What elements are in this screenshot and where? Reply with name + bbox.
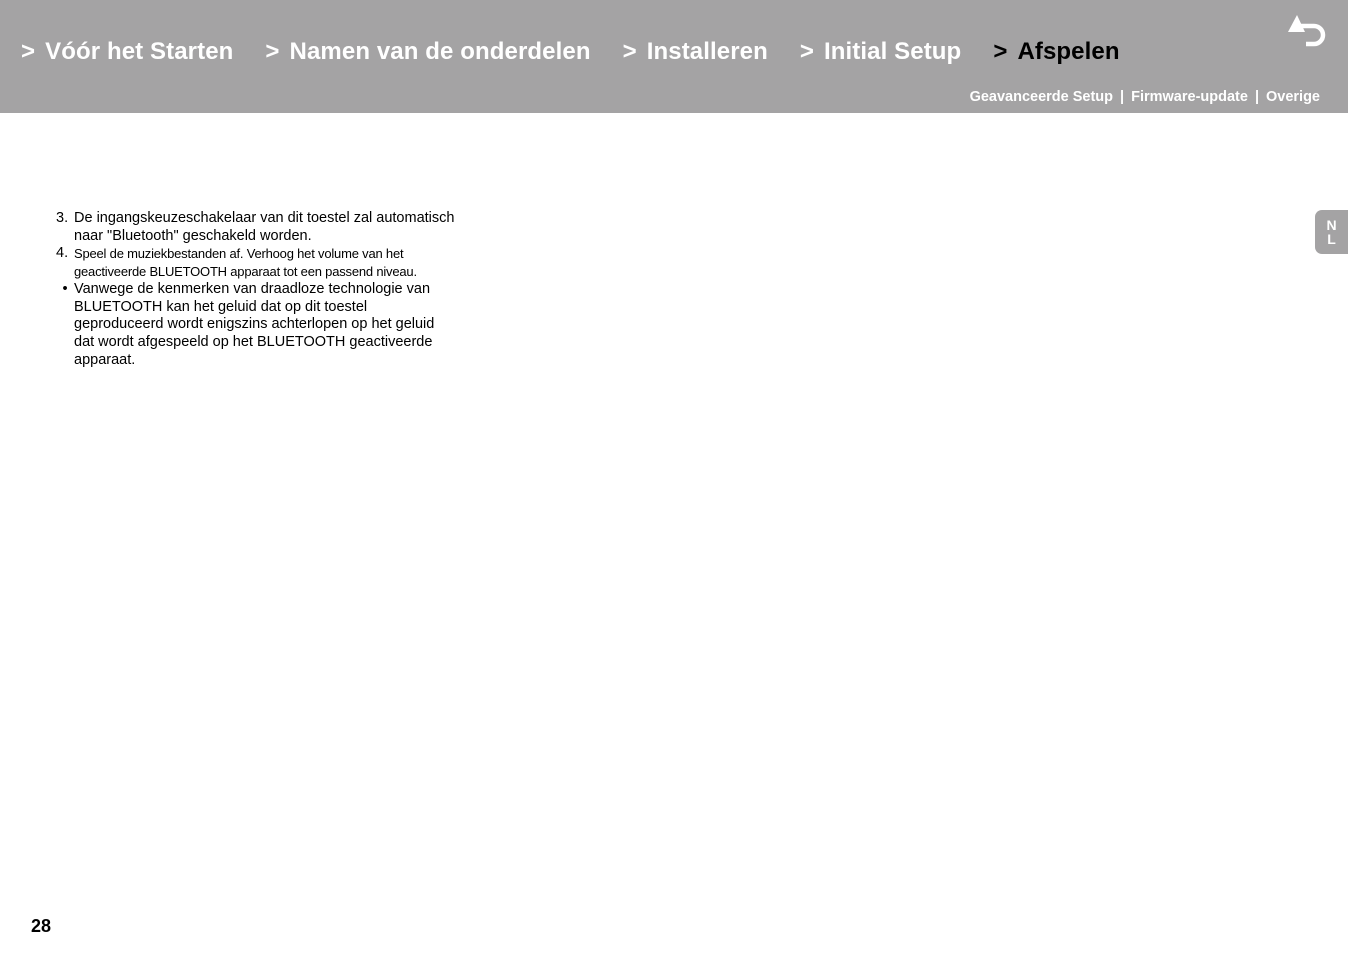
subnav-separator: | <box>1120 89 1125 105</box>
step-text: Speel de muziekbestanden af. Verhoog het volume van het geactiveerde BLUETOOTH apparaat tot een passend niveau. <box>74 246 417 280</box>
nav-item-label: Installeren <box>646 38 768 65</box>
nav-item-initial-setup[interactable] <box>800 38 961 66</box>
language-tab-letter-1: N <box>1326 217 1337 233</box>
back-button[interactable] <box>1285 12 1331 52</box>
page-number: 28 <box>31 916 52 936</box>
nav-item-voor-het-starten[interactable] <box>21 38 233 66</box>
nav-item-namen-van-de-onderdelen[interactable] <box>265 38 590 66</box>
return-arrow-icon <box>1285 12 1331 52</box>
list-item <box>56 245 456 280</box>
nav-arrow-icon: > <box>799 38 814 65</box>
subnav-separator: | <box>1254 89 1259 105</box>
subnav-link-overige[interactable]: Overige <box>1266 89 1320 105</box>
nav-item-label: Vóór het Starten <box>45 38 234 65</box>
nav-arrow-icon: > <box>265 38 280 65</box>
subnav-link-firmware-update[interactable]: Firmware-update <box>1131 89 1248 105</box>
step-number: 3. <box>56 210 69 226</box>
nav-item-afspelen[interactable] <box>993 38 1119 66</box>
step-number: 4. <box>56 245 69 262</box>
main-content <box>56 210 456 369</box>
nav-item-installeren[interactable] <box>623 38 768 66</box>
nav-arrow-icon: > <box>993 38 1008 65</box>
nav-item-label: Afspelen <box>1017 38 1120 65</box>
step-text: De ingangskeuzeschakelaar van dit toestel zal automatisch naar "Bluetooth" geschakeld worden. <box>74 210 455 244</box>
nav-item-label: Namen van de onderdelen <box>289 38 591 65</box>
list-item <box>56 210 456 245</box>
list-item <box>56 281 456 370</box>
note-text: Vanwege de kenmerken van draadloze technologie van BLUETOOTH kan het geluid dat op dit toestel geproduceerd wordt enigszins achterlopen op het geluid dat wordt afgespeeld op het BLUETOOTH geactiveerde apparaat. <box>74 280 435 368</box>
language-tab-letter-2: L <box>1327 231 1336 247</box>
bullet-icon: • <box>62 280 68 297</box>
header-bar <box>0 0 1348 113</box>
main-navigation <box>21 38 1152 66</box>
nav-arrow-icon: > <box>622 38 637 65</box>
sub-navigation <box>970 89 1320 105</box>
nav-arrow-icon: > <box>21 38 36 65</box>
language-tab[interactable] <box>1315 210 1348 254</box>
subnav-link-geavanceerde-setup[interactable]: Geavanceerde Setup <box>969 89 1114 105</box>
nav-item-label: Initial Setup <box>824 38 962 65</box>
